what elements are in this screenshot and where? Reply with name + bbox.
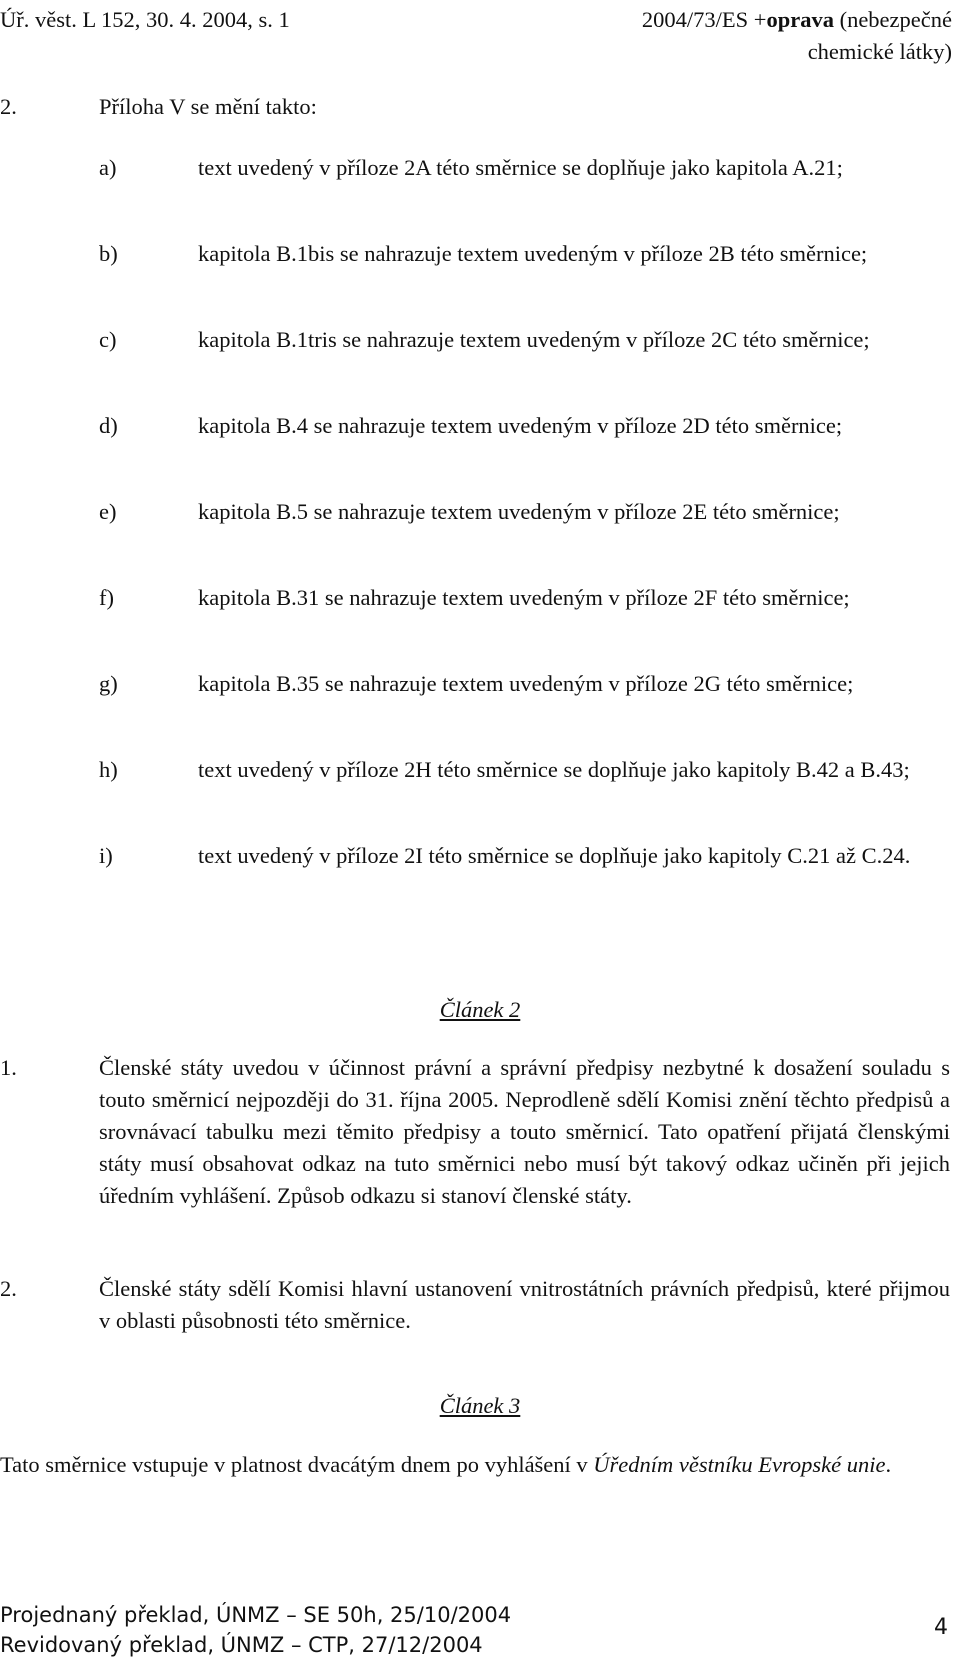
amendment-text: Příloha V se mění takto: — [99, 94, 317, 119]
list-item-text: kapitola B.31 se nahrazuje textem uvedeným v příloze 2F této směrnice; — [198, 585, 850, 610]
paragraph-number: 2. — [0, 1276, 17, 1301]
header-directive-number: 2004/73/ES + — [641, 7, 767, 32]
list-item-label: c) — [99, 327, 117, 352]
paragraph-number: 1. — [0, 1055, 17, 1080]
list-item-text: text uvedený v příloze 2I této směrnice se doplňuje jako kapitoly C.21 až C.24. — [198, 843, 911, 868]
list-item-label: h) — [99, 757, 118, 782]
list-item-text: kapitola B.1bis se nahrazuje textem uvedeným v příloze 2B této směrnice; — [198, 241, 868, 266]
article-3-text — [0, 1449, 950, 1481]
list-item-label: f) — [99, 585, 114, 610]
header-directive-subject: (nebezpečné — [833, 7, 952, 32]
footer-line-revised: Revidovaný překlad, ÚNMZ – CTP, 27/12/2004 — [0, 1633, 483, 1657]
list-item-label: e) — [99, 499, 117, 524]
header-reference: Úř. věst. L 152, 30. 4. 2004, s. 1 — [0, 7, 290, 32]
footer-translation-info — [0, 1600, 511, 1660]
paragraph-text: Členské státy sdělí Komisi hlavní ustanovení vnitrostátních právních předpisů, které přijmou v oblasti působnosti této směrnice. — [99, 1276, 950, 1333]
page-number: 4 — [934, 1615, 948, 1640]
header-directive — [642, 4, 952, 68]
list-item-text: kapitola B.5 se nahrazuje textem uvedeným v příloze 2E této směrnice; — [198, 499, 840, 524]
list-item-text: kapitola B.1tris se nahrazuje textem uvedeným v příloze 2C této směrnice; — [198, 327, 870, 352]
article-2-title: Článek 2 — [439, 997, 521, 1022]
list-item-text: kapitola B.4 se nahrazuje textem uvedeným v příloze 2D této směrnice; — [198, 413, 843, 438]
article-3-text-main: Tato směrnice vstupuje v platnost dvacátým dnem po vyhlášení v — [0, 1452, 594, 1477]
list-item-label: d) — [99, 413, 118, 438]
footer-line-negotiated: Projednaný překlad, ÚNMZ – SE 50h, 25/10/2004 — [0, 1603, 512, 1627]
list-item-label: g) — [99, 671, 118, 696]
header-directive-subject-cont: chemické látky) — [807, 39, 952, 64]
list-item-label: i) — [99, 843, 113, 868]
list-item-label: a) — [99, 155, 117, 180]
article-3-text-end: . — [885, 1452, 892, 1477]
list-item-text: kapitola B.35 se nahrazuje textem uvedeným v příloze 2G této směrnice; — [198, 671, 854, 696]
list-item-label: b) — [99, 241, 118, 266]
paragraph-text: Členské státy uvedou v účinnost právní a správní předpisy nezbytné k dosažení souladu s touto směrnicí nejpozději do 31. října 2005. Neprodleně sdělí Komisi znění těchto předpisů a srovnávací tabulku mezi těmito předpisy a touto směrnicí. Tato opatření přijatá členskými státy musí obsahovat odkaz na tuto směrnici nebo musí být takový odkaz učiněn při jejich úředním vyhlášení. Způsob odkazu si stanoví členské státy. — [99, 1055, 950, 1208]
article-3-title: Článek 3 — [439, 1393, 521, 1418]
list-item-text: text uvedený v příloze 2H této směrnice se doplňuje jako kapitoly B.42 a B.43; — [198, 757, 910, 782]
header-correction-label: oprava — [766, 7, 834, 32]
amendment-number: 2. — [0, 94, 17, 119]
official-journal-name: Úředním věstníku Evropské unie — [593, 1452, 886, 1477]
list-item-text: text uvedený v příloze 2A této směrnice se doplňuje jako kapitola A.21; — [198, 155, 843, 180]
